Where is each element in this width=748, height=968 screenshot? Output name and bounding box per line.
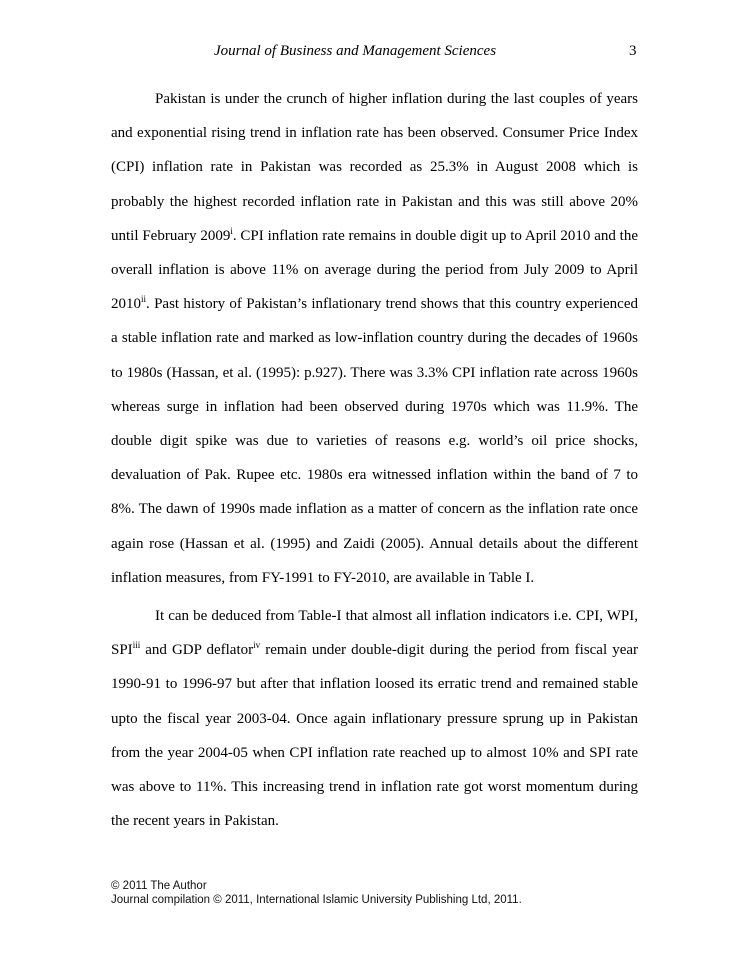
paragraph-2-text-1: It can be deduced from Table-I that almost all inflation indicators i.e. CPI, WPI, SPI xyxy=(111,608,638,659)
body-text xyxy=(111,82,638,838)
page-footer xyxy=(111,879,522,907)
paragraph-1-text-1: Pakistan is under the crunch of higher inflation during the last couples of years and exponential rising trend in inflation rate has been observed. Consumer Price Index (CPI) inflation rate in Pakistan was recorded as 25.3% in August 2008 which is probably the highest recorded inflation rate in Pakistan and this was still above 20% until February 2009 xyxy=(111,91,638,244)
journal-title: Journal of Business and Management Sciences xyxy=(214,43,497,59)
paragraph-2-text-2: and GDP deflator xyxy=(140,642,254,659)
footnote-marker-iii: iii xyxy=(132,640,141,651)
paragraph-1-text-3: . Past history of Pakistan’s inflationary trend shows that this country experienced a stable inflation rate and marked as low-inflation country during the decades of 1960s to 1980s (Hassan, et al. (1995): p.927). There was 3.3% CPI inflation rate across 1960s whereas surge in inflation had been observed during 1970s which was 11.9%. The double digit spike was due to varieties of reasons e.g. world’s oil price shocks, devaluation of Pak. Rupee etc. 1980s era witnessed inflation within the band of 7 to 8%. The dawn of 1990s made inflation as a matter of concern as the inflation rate once again rose (Hassan et al. (1995) and Zaidi (2005). Annual details about the different inflation measures, from FY-1991 to FY-2010, are available in Table I. xyxy=(111,296,638,586)
footnote-marker-iv: iv xyxy=(253,640,261,651)
page-header xyxy=(0,43,748,63)
page-number: 3 xyxy=(629,43,637,59)
footnote-marker-ii: ii xyxy=(141,294,147,305)
paragraph-2-text-3: remain under double-digit during the period from fiscal year 1990-91 to 1996-97 but after that inflation loosed its erratic trend and remained stable upto the fiscal year 2003-04. Once again inflationary pressure sprung up in Pakistan from the year 2004-05 when CPI inflation rate reached up to almost 10% and SPI rate was above to 11%. This increasing trend in inflation rate got worst momentum during the recent years in Pakistan. xyxy=(111,642,639,830)
paragraph-1 xyxy=(111,82,638,595)
copyright-line: © 2011 The Author xyxy=(111,880,207,892)
footnote-marker-i: i xyxy=(230,225,233,236)
paragraph-1-text-2: . CPI inflation rate remains in double digit up to April 2010 and the overall inflation is above 11% on average during the period from July 2009 to April 2010 xyxy=(111,227,639,313)
journal-compilation-line: Journal compilation © 2011, International Islamic University Publishing Ltd, 2011. xyxy=(111,894,522,906)
paragraph-2 xyxy=(111,599,638,838)
